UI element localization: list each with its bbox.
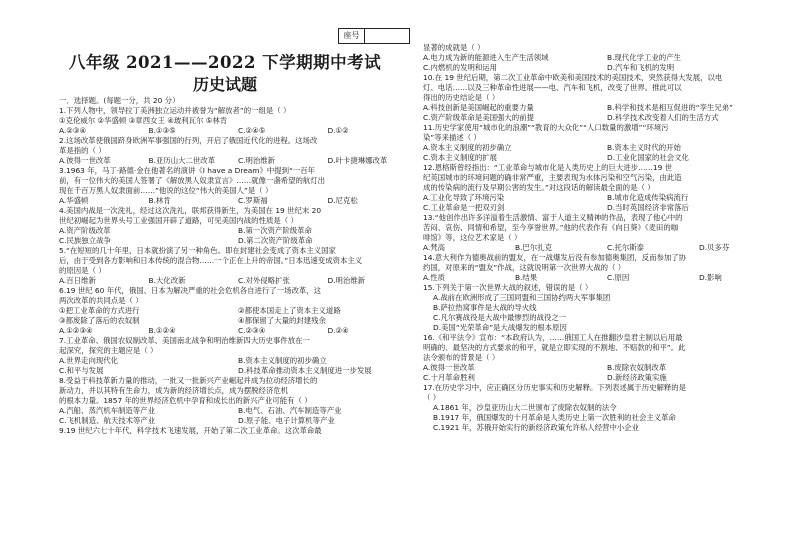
answer-option: B.城市化造成传染病流行 xyxy=(607,193,689,202)
question-text-line: D.美国“光荣革命”是大战爆发的根本原因 xyxy=(433,323,567,332)
answer-options-row xyxy=(59,356,417,366)
question-text-line: 12.恩格斯曾经指出：“工业革命与城市化是人类历史上的巨大进步……19 世 xyxy=(423,163,673,172)
answer-options-row xyxy=(423,53,791,63)
answer-options-row xyxy=(423,243,791,253)
answer-option: D.工业化国家的社会文化 xyxy=(607,153,689,162)
answer-option: B.巴尔扎克 xyxy=(515,243,552,252)
question-text-line: 革是指的（ ） xyxy=(59,146,106,155)
question-text-line: 的根本力量。1857 年的世界经济危机中孕育和成长出的新兴产业可能有（ ） xyxy=(59,396,312,405)
seat-number-label: 座号 xyxy=(339,29,365,43)
answer-option: A.彼得一世改革 xyxy=(59,156,111,165)
answer-option: B.第一次资产阶级革命 xyxy=(238,226,312,235)
exam-title: 八年级 2021——2022 下学期期中考试 xyxy=(68,53,382,72)
answer-option: D.新经济政策实施 xyxy=(607,373,667,382)
answer-option: A.性质 xyxy=(423,273,446,282)
answer-option: A.彼得一世改革 xyxy=(423,363,475,372)
answer-option: ②都使本国走上了资本主义道路 xyxy=(238,306,341,315)
answer-option: C.内燃机的发明和运用 xyxy=(423,63,498,72)
question-text-line: 灯、电话……以及三种革命性进展——电、汽车和飞机，改变了世界。推此可以 xyxy=(423,83,682,92)
answer-option: D.当时英国经济非常落后 xyxy=(607,203,689,212)
answer-options-row xyxy=(59,226,417,236)
answer-options-row xyxy=(59,276,417,286)
question-text-line: 6.19 世纪 60 年代，俄国、日本为解决严重的社会危机各自进行了一场改革，这 xyxy=(59,286,322,295)
answer-option: A.华盛顿 xyxy=(59,196,89,205)
answer-option: B.①②④ xyxy=(148,326,176,335)
answer-options-row xyxy=(59,326,417,336)
answer-option: C.资本主义制度的扩展 xyxy=(423,153,498,162)
question-text-line: ①克伦威尔 ②华盛顿 ③章西女王 ④玻利瓦尔 ⑤林肯 xyxy=(59,116,228,125)
answer-option: C.罗斯福 xyxy=(238,196,268,205)
answer-option: C.托尔斯泰 xyxy=(607,243,645,252)
question-text-line: 3.1963 年，马丁·路德·金在他著名的演讲《I have a Dream》中提到“一百年 xyxy=(59,166,316,175)
question-text-line: 苦闷、哀伤、同情和希望，至今享誉世界。”他的代表作有《向日葵》《麦田的咖 xyxy=(423,223,679,232)
question-text-line: B.1917 年，俄国爆发的十月革命是人类历史上第一次胜利的社会主义革命 xyxy=(433,413,676,422)
question-text-line: 明确的、最坚决的方式要求的和平，就是立即实现的不割地、不赔款的和平”。此 xyxy=(423,343,686,352)
left-column xyxy=(59,96,417,436)
question-text-line: 13.“他创作出许多洋溢着生活激情、富于人道主义精神的作品，表现了他心中的 xyxy=(423,213,683,222)
answer-option: D.科技革命推动资本主义制度进一步发展 xyxy=(238,366,372,375)
answer-option: C.工业革命是一把双刃剑 xyxy=(423,203,505,212)
question-text-line: 9.19 世纪六七十年代，科学技术飞速发展，开始了第二次工业革命。这次革命最 xyxy=(59,426,322,435)
question-text-line: 显著的成就是（ ） xyxy=(423,43,485,52)
answer-options-row xyxy=(423,203,791,213)
answer-options-row xyxy=(59,416,417,426)
answer-option: D.叶卡捷琳娜改革 xyxy=(327,156,388,165)
question-text-line: 染”等来描述（ ） xyxy=(423,133,481,142)
answer-option: D.影响 xyxy=(699,273,722,282)
question-text-line: 约国，对原来的“盟友”作战，这就说明第一次世界大战的（ ） xyxy=(423,263,626,272)
question-text-line: 10.在 19 世纪后期，第二次工业革命中欧美和美国技术的美国技术，突然获得大发展，以电 xyxy=(423,73,723,82)
question-text-line: A.1861 年，沙皇亚历山大二世颁布了废除农奴制的法令 xyxy=(433,403,617,412)
exam-subtitle: 历史试题 xyxy=(192,75,257,94)
answer-option: D.明治维新 xyxy=(327,276,366,285)
answer-option: A.①②③④ xyxy=(59,326,93,335)
answer-options-row xyxy=(59,126,417,136)
answer-option: B.电气、石油、汽车制造等产业 xyxy=(238,406,342,415)
question-text-line: 5.“在短短的几十年里，日本就扮演了另一种角色。即在封建社会变成了资本主义国家 xyxy=(59,246,336,255)
answer-option: A.资本主义制度的初步确立 xyxy=(423,143,512,152)
answer-option: C.②④⑤ xyxy=(238,126,266,135)
answer-options-row xyxy=(59,236,417,246)
question-text-line: 8.受益于科技革新力量的推动，一批又一批新兴产业崛起并成为拉动经济增长的 xyxy=(59,376,318,385)
answer-option: A.资产阶级改革 xyxy=(59,226,111,235)
question-text-line: C.凡尔赛战役是大战中最惨烈的战役之一 xyxy=(433,313,567,322)
answer-option: A.科技创新是美国崛起的重要力量 xyxy=(423,103,534,112)
question-text-line: 2.这场改革使俄国跻身欧洲军事强国的行列，开启了俄国近代化的进程。这场改 xyxy=(59,136,318,145)
question-text-line: 啡馆》等，这位艺术家是（ ） xyxy=(423,233,522,242)
answer-option: C.和平与发展 xyxy=(59,366,104,375)
answer-options-row xyxy=(423,273,791,283)
question-text-line: 7.工业革命、俄国农奴制改革、美国南北战争和明治维新四大历史事件放在一 xyxy=(59,336,310,345)
answer-options-row xyxy=(59,196,417,206)
question-text-line: 14.意大利作为德奥战前的盟友，在一战爆发后没有参加德奥集团，反而参加了协 xyxy=(423,253,687,262)
question-text-line: （ ） xyxy=(423,393,441,402)
answer-option: D.科学技术改变着人们的生活方式 xyxy=(607,113,719,122)
answer-options-row xyxy=(423,63,791,73)
answer-option: A.世界走向现代化 xyxy=(59,356,119,365)
question-text-line: 得出的历史结论是（ ） xyxy=(423,93,500,102)
question-text-line: C.1921 年，苏俄开始实行的新经济政策允许私人经营中小企业 xyxy=(433,423,640,432)
answer-options-row xyxy=(423,373,791,383)
answer-options-row xyxy=(423,143,791,153)
answer-option: B.①③⑤ xyxy=(148,126,176,135)
question-text-line: 1.下列人物中，领导拉丁美洲独立运动并被誉为“解放者”的一组是（ ） xyxy=(59,106,291,115)
question-text-line: 成的传染病的流行及早期公害的发生。”对这段话的解读最全面的是（ ） xyxy=(423,183,655,192)
answer-option: ④都保留了大量的封建残余 xyxy=(238,316,326,325)
answer-option: C.民族独立战争 xyxy=(59,236,111,245)
answer-option: A.汽船、蒸汽机车制造等产业 xyxy=(59,406,155,415)
answer-option: B.结果 xyxy=(515,273,538,282)
answer-option: B.林肯 xyxy=(148,196,171,205)
question-text-line: 新动力，并以其特有生命力，成为新的经济增长点，成为摆脱经济危机 xyxy=(59,386,289,395)
answer-option: C.资产阶级革命是美国强大的前提 xyxy=(423,113,534,122)
question-text-line: 两次改革的共同点是（ ） xyxy=(59,296,143,305)
answer-option: A.梵高 xyxy=(423,243,446,252)
answer-option: A.工业化导致了环境污染 xyxy=(423,193,505,202)
answer-option: ①把工业革命的方式进行 xyxy=(59,306,140,315)
answer-options-row xyxy=(423,113,791,123)
question-text-line: 世纪初崛起为世界头号工业强国开辟了道路，可见美国内战的性质是（ ） xyxy=(59,216,298,225)
answer-option: B.现代化学工业的产生 xyxy=(607,53,681,62)
question-text-line: 的原因是（ ） xyxy=(59,266,106,275)
question-text-line: A.战前在欧洲形成了三国同盟和三国协约两大军事集团 xyxy=(433,293,611,302)
answer-option: D.①② xyxy=(327,126,349,135)
answer-option: D.汽车和飞机的发明 xyxy=(607,63,675,72)
answer-option: B.亚历山大二世改革 xyxy=(148,156,216,165)
answer-option: D.贝多芬 xyxy=(699,243,730,252)
question-text-line: B.萨拉热窝事件是大战的导火线 xyxy=(433,303,537,312)
question-text-line: 起深究，探究的主题应是（ ） xyxy=(59,346,158,355)
answer-option: C.十月革命胜利 xyxy=(423,373,475,382)
answer-options-row xyxy=(59,156,417,166)
question-text-line: 15.下列关于第一次世界大战的叙述，错误的是（ ） xyxy=(423,283,593,292)
answer-option: C.明治维新 xyxy=(238,156,276,165)
answer-option: D.第二次资产阶级革命 xyxy=(238,236,313,245)
question-text-line: 11.历史学家使用“城市化的浪潮”“教育的大众化”“人口数量的激增”“环境污 xyxy=(423,123,669,132)
answer-option: D.尼克松 xyxy=(327,196,358,205)
answer-option: D.原子能、电子计算机等产业 xyxy=(238,416,335,425)
seat-number-box xyxy=(338,28,410,44)
question-text-line: 前，有一位伟大的美国人签署了《解放黑人奴隶宣言》……就像一盏希望的航灯出 xyxy=(59,176,326,185)
answer-options-row xyxy=(59,366,417,376)
question-text-line: 纪英国城市的环境问题的确非常严重，主要表现为水体污染和空气污染，由此造 xyxy=(423,173,682,182)
answer-option: C.原因 xyxy=(607,273,630,282)
right-column xyxy=(423,43,791,433)
question-text-line: 16.《和平法令》宣布：“本政府认为，……俄国工人在推翻沙皇君主制以后用最 xyxy=(423,333,683,342)
answer-option: A.电力成为新的能源进入生产生活领域 xyxy=(423,53,549,62)
answer-options-row xyxy=(423,103,791,113)
answer-options-row xyxy=(59,316,417,326)
question-text-line: 一．选择题。(每题一分，共 20 分） xyxy=(59,96,180,105)
answer-option: B.大化改新 xyxy=(148,276,186,285)
question-text-line: 后，由于受到各方影响和日本传统的混合物……一个正在上升的帝国。”日本迅速变成资本主义 xyxy=(59,256,363,265)
answer-option: A.②③④ xyxy=(59,126,87,135)
answer-option: A.百日维新 xyxy=(59,276,96,285)
answer-options-row xyxy=(423,363,791,373)
answer-option: C.②③④ xyxy=(238,326,266,335)
answer-option: B.科学和技术是相互促进的“孪生兄弟” xyxy=(607,103,733,112)
question-text-line: 法令颁布的背景是（ ） xyxy=(423,353,500,362)
answer-options-row xyxy=(423,193,791,203)
answer-option: C.对外侵略扩张 xyxy=(238,276,290,285)
question-text-line: 4.美国内战是一次洗礼，经过这次洗礼，联邦获得新生，为美国在 19 世纪末 20 xyxy=(59,206,322,215)
question-text-line: 现在千百万黑人奴隶面前……”他说的这位“伟大的美国人”是（ ） xyxy=(59,186,273,195)
answer-options-row xyxy=(423,153,791,163)
answer-option: C.飞机制造、航天技术等产业 xyxy=(59,416,156,425)
answer-option: D.②④ xyxy=(327,326,349,335)
answer-option: ③都废除了落后的农奴制 xyxy=(59,316,140,325)
answer-option: B.资本主义制度的初步确立 xyxy=(238,356,327,365)
answer-option: B.废除农奴制改革 xyxy=(607,363,667,372)
answer-options-row xyxy=(59,406,417,416)
answer-options-row xyxy=(59,306,417,316)
question-text-line: 17.在历史学习中，应正确区分历史事实和历史解释。下列表述属于历史解释的是 xyxy=(423,383,687,392)
answer-option: B.资本主义时代的开始 xyxy=(607,143,681,152)
